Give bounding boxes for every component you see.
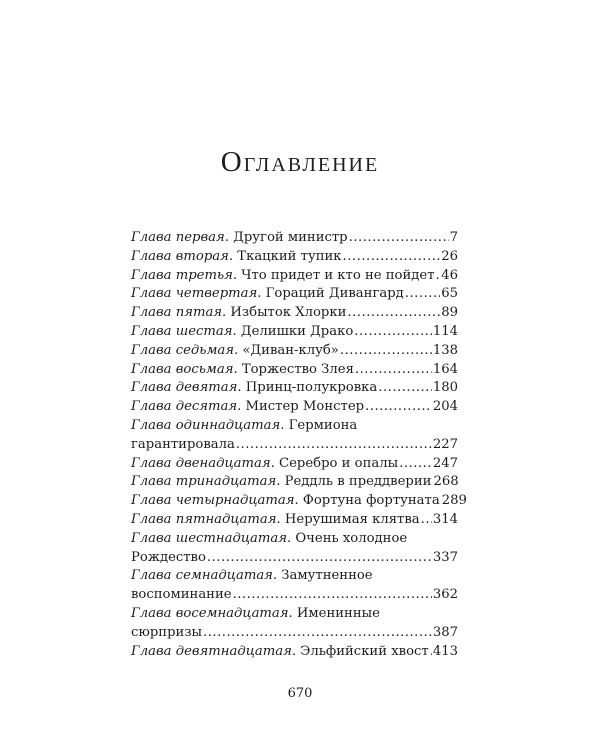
toc-chapter-title: . «Диван-клуб» [233,342,339,358]
toc-entry[interactable] [131,511,458,530]
toc-page-number: 204 [432,399,458,415]
toc-entry[interactable] [131,304,458,323]
toc-chapter-title: . Избыток Хлорки [222,305,347,321]
toc-entry-continuation[interactable] [131,624,458,643]
toc-leader-dots [233,586,432,605]
toc-entry[interactable] [131,492,467,511]
toc-leader-dots [365,398,432,417]
toc-leader-dots [203,624,432,643]
toc-entry[interactable] [131,323,458,342]
toc-leader-dots [354,323,432,342]
page-title: Оглавление [220,146,380,178]
toc-chapter-title: . Принц-полукровка [237,380,378,396]
toc-chapter-title: . Именинные [288,605,380,621]
toc-leader-dots [378,379,432,398]
toc-entry-continuation[interactable] [131,586,458,605]
toc-chapter-label: Глава семнадцатая [131,568,273,584]
toc-chapter-title: . Мистер Монстер [237,399,365,415]
toc-chapter-label: Глава девятнадцатая [131,643,292,659]
toc-page-number: 180 [432,380,458,396]
toc-page-number: 247 [432,455,458,471]
toc-chapter-title: . Серебро и опалы [270,455,399,471]
toc-entry[interactable] [131,530,458,549]
toc-page-number: 65 [441,286,458,302]
toc-leader-dots [436,267,441,286]
toc-entry[interactable] [131,643,458,662]
toc-chapter-title-cont: Рождество [131,549,206,565]
toc-page-number: 337 [432,549,458,565]
page-number: 670 [287,686,313,701]
toc-chapter-label: Глава седьмая [131,342,234,358]
toc-page-number: 26 [441,248,458,264]
toc-chapter-title: . Другой министр [224,230,348,245]
toc-chapter-label: Глава четырнадцатая [131,493,295,509]
toc-chapter-title: . Эльфийский хвост [291,643,429,659]
toc-page-number: 114 [432,323,458,339]
toc-entry-continuation[interactable] [131,549,458,568]
toc-chapter-title-cont: сюрпризы [131,624,203,640]
toc-chapter-label: Глава одиннадцатая [131,417,281,433]
toc-entry[interactable] [131,417,458,436]
toc-page-number: 46 [441,267,458,283]
toc-chapter-title: . Гермиона [280,417,358,433]
toc-entry[interactable] [131,285,458,304]
toc-chapter-label: Глава пятая [131,305,223,321]
toc-chapter-label: Глава первая [131,230,225,245]
toc-page-number: 164 [432,361,458,377]
toc-chapter-label: Глава восемнадцатая [131,605,289,621]
toc-page-number: 7 [449,230,458,245]
toc-leader-dots [430,643,432,662]
toc-chapter-title-cont: гарантировала [131,436,235,452]
toc-page-number: 89 [441,305,458,321]
toc-chapter-title: . Что придет и кто не пойдет [232,267,435,283]
toc-chapter-label: Глава тринадцатая [131,474,277,490]
toc-leader-dots [349,229,449,248]
toc-chapter-title-cont: воспоминание [131,587,232,603]
toc-leader-dots [421,511,432,530]
toc-entry[interactable] [131,342,458,361]
toc-chapter-label: Глава пятнадцатая [131,511,277,527]
toc-chapter-label: Глава девятая [131,380,238,396]
toc-page-number: 387 [432,624,458,640]
toc-chapter-label: Глава восьмая [131,361,234,377]
toc-leader-dots [343,248,441,267]
toc-page-number: 314 [432,511,458,527]
toc-page-number: 289 [441,493,467,509]
toc-entry-continuation[interactable] [131,436,458,455]
toc-chapter-title: . Фортуна фортуната [294,493,440,509]
toc-leader-dots [399,455,432,474]
toc-chapter-title: . Реддль в преддверии [276,474,432,490]
toc-leader-dots [207,549,432,568]
toc-chapter-title: . Торжество Злея [233,361,354,377]
toc-page-number: 138 [432,342,458,358]
toc-chapter-title: . Очень холодное [286,530,408,546]
toc-page-number: 268 [433,474,459,490]
toc-leader-dots [405,285,440,304]
toc-chapter-label: Глава вторая [131,248,229,264]
toc-entry[interactable] [131,398,458,417]
toc-entry[interactable] [131,229,458,248]
toc-chapter-label: Глава десятая [131,399,238,415]
toc-chapter-title: . Гораций Дивангард [257,286,404,302]
toc-entry[interactable] [131,248,458,267]
toc-entry[interactable] [131,361,458,380]
toc-chapter-label: Глава шестая [131,323,233,339]
toc-chapter-title: . Ткацкий тупик [228,248,342,264]
toc-chapter-label: Глава третья [131,267,233,283]
table-of-contents [131,229,467,661]
toc-leader-dots [347,304,440,323]
toc-leader-dots [340,342,432,361]
toc-chapter-label: Глава шестнадцатая [131,530,287,546]
toc-entry[interactable] [131,455,458,474]
toc-page-number: 227 [432,436,458,452]
toc-page-number: 413 [432,643,458,659]
toc-entry[interactable] [131,473,458,492]
toc-entry[interactable] [131,379,458,398]
toc-chapter-title: . Нерушимая клятва [276,511,420,527]
toc-entry[interactable] [131,605,458,624]
toc-chapter-title: . Замутненное [272,568,373,584]
toc-leader-dots [355,361,432,380]
toc-chapter-title: . Делишки Драко [232,323,354,339]
toc-chapter-label: Глава четвертая [131,286,258,302]
toc-entry[interactable] [131,567,458,586]
toc-entry[interactable] [131,267,458,286]
toc-leader-dots [236,436,432,455]
toc-page-number: 362 [432,587,458,603]
toc-chapter-label: Глава двенадцатая [131,455,271,471]
